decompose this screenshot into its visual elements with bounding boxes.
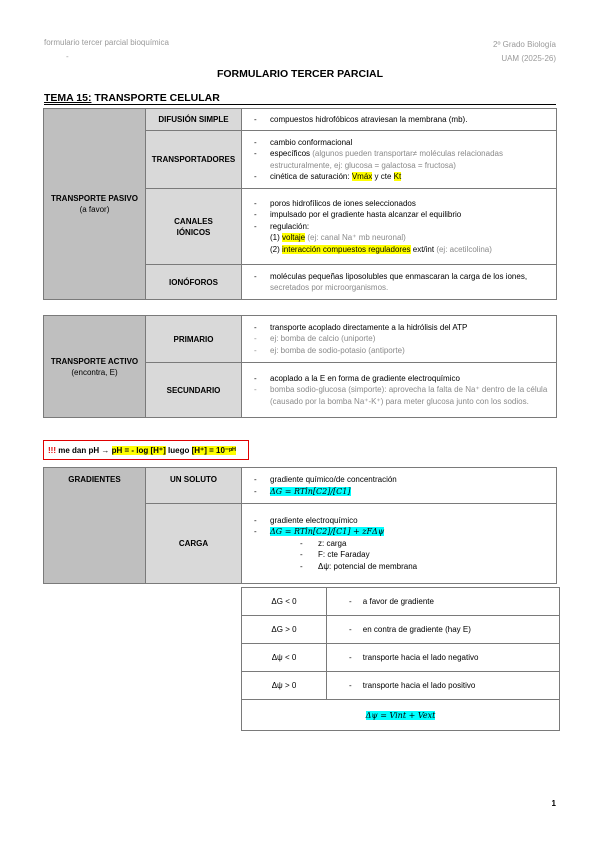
header-course: 2º Grado Biología — [493, 40, 556, 49]
section-number: TEMA 15: — [44, 92, 92, 104]
cell-ionoforos: - moléculas pequeñas liposolubles que enmascaran la carga de los iones, secretados por microorganismos. — [242, 265, 557, 300]
page-number: 1 — [551, 799, 556, 808]
delta-equation-row — [242, 700, 560, 731]
row-label-carga: CARGA — [146, 504, 242, 584]
cell-secundario: - acoplado a la E en forma de gradiente electroquímico - bomba sodio-glucosa (simporte): aprovecha la falta de Na⁺ dentro de la célula (causado por la bomba Na⁺-K⁺) para meter glucosa junto con los sodios. — [242, 363, 557, 418]
passive-transport-label: TRANSPORTE PASIVO (a favor) — [44, 109, 146, 300]
delta-row: Δψ > 0 - transporte hacia el lado positivo — [242, 672, 560, 700]
row-label-ionoforos: IONÓFOROS — [146, 265, 242, 300]
gradients-label: GRADIENTES — [44, 468, 146, 584]
membrane-potential-equation: Δψ = Vint + Vext — [365, 710, 436, 720]
passive-transport-table — [43, 108, 557, 300]
page-title: FORMULARIO TERCER PARCIAL — [216, 68, 384, 80]
row-label-canales: CANALES IÓNICOS — [146, 189, 242, 265]
row-label-difusion: DIFUSIÓN SIMPLE — [146, 109, 242, 131]
delta-sign-table — [241, 587, 560, 731]
cell-transportadores: - cambio conformacional - específicos (algunos pueden transportar≠ moléculas relacionadas estructuralmente, ej: glucosa = galactosa = fructosa) - cinética de saturación: Vmáx y cte Kt — [242, 131, 557, 189]
section-heading — [44, 92, 220, 104]
row-label-transportadores: TRANSPORTADORES — [146, 131, 242, 189]
cell-primario: - transporte acoplado directamente a la hidrólisis del ATP - ej: bomba de calcio (uniporte) - ej: bomba de sodio-potasio (antiporte) — [242, 316, 557, 363]
active-transport-table — [43, 315, 557, 418]
header-dash: - — [66, 52, 69, 61]
cell-carga: - gradiente electroquímico - ΔG = RTln[C2]/[C1] + zFΔψ - z: carga - F: cte Faraday - Δψ: potencial de membrana — [242, 504, 557, 584]
header-university: UAM (2025-26) — [501, 54, 556, 63]
ph-warning-box: !!! me dan pH → pH = - log [H⁺] luego [H⁺] = 10⁻ᵖᴴ — [43, 440, 249, 460]
row-label-primario: PRIMARIO — [146, 316, 242, 363]
header-doc-title: formulario tercer parcial bioquímica — [44, 38, 169, 47]
delta-row: Δψ < 0 - transporte hacia el lado negativo — [242, 644, 560, 672]
cell-canales: - poros hidrofílicos de iones seleccionados - impulsado por el gradiente hasta alcanzar el equilibrio - regulación: (1) voltaje (ej: canal Na⁺ mb neuronal) (2) interacción compuestos reguladores ext/int (ej: acetilcolina) — [242, 189, 557, 265]
running-header-right — [493, 38, 556, 66]
row-label-secundario: SECUNDARIO — [146, 363, 242, 418]
row-label-soluto: UN SOLUTO — [146, 468, 242, 504]
gradients-table — [43, 467, 557, 584]
delta-row: ΔG < 0 - a favor de gradiente — [242, 588, 560, 616]
active-transport-label: TRANSPORTE ACTIVO (encontra, E) — [44, 316, 146, 418]
section-name: TRANSPORTE CELULAR — [91, 92, 220, 104]
cell-soluto: - gradiente químico/de concentración - ΔG = RTln[C2]/[C1] — [242, 468, 557, 504]
section-rule — [44, 104, 556, 105]
running-header-left — [44, 38, 169, 61]
delta-row: ΔG > 0 - en contra de gradiente (hay E) — [242, 616, 560, 644]
cell-difusion: - compuestos hidrofóbicos atraviesan la membrana (mb). — [242, 109, 557, 131]
